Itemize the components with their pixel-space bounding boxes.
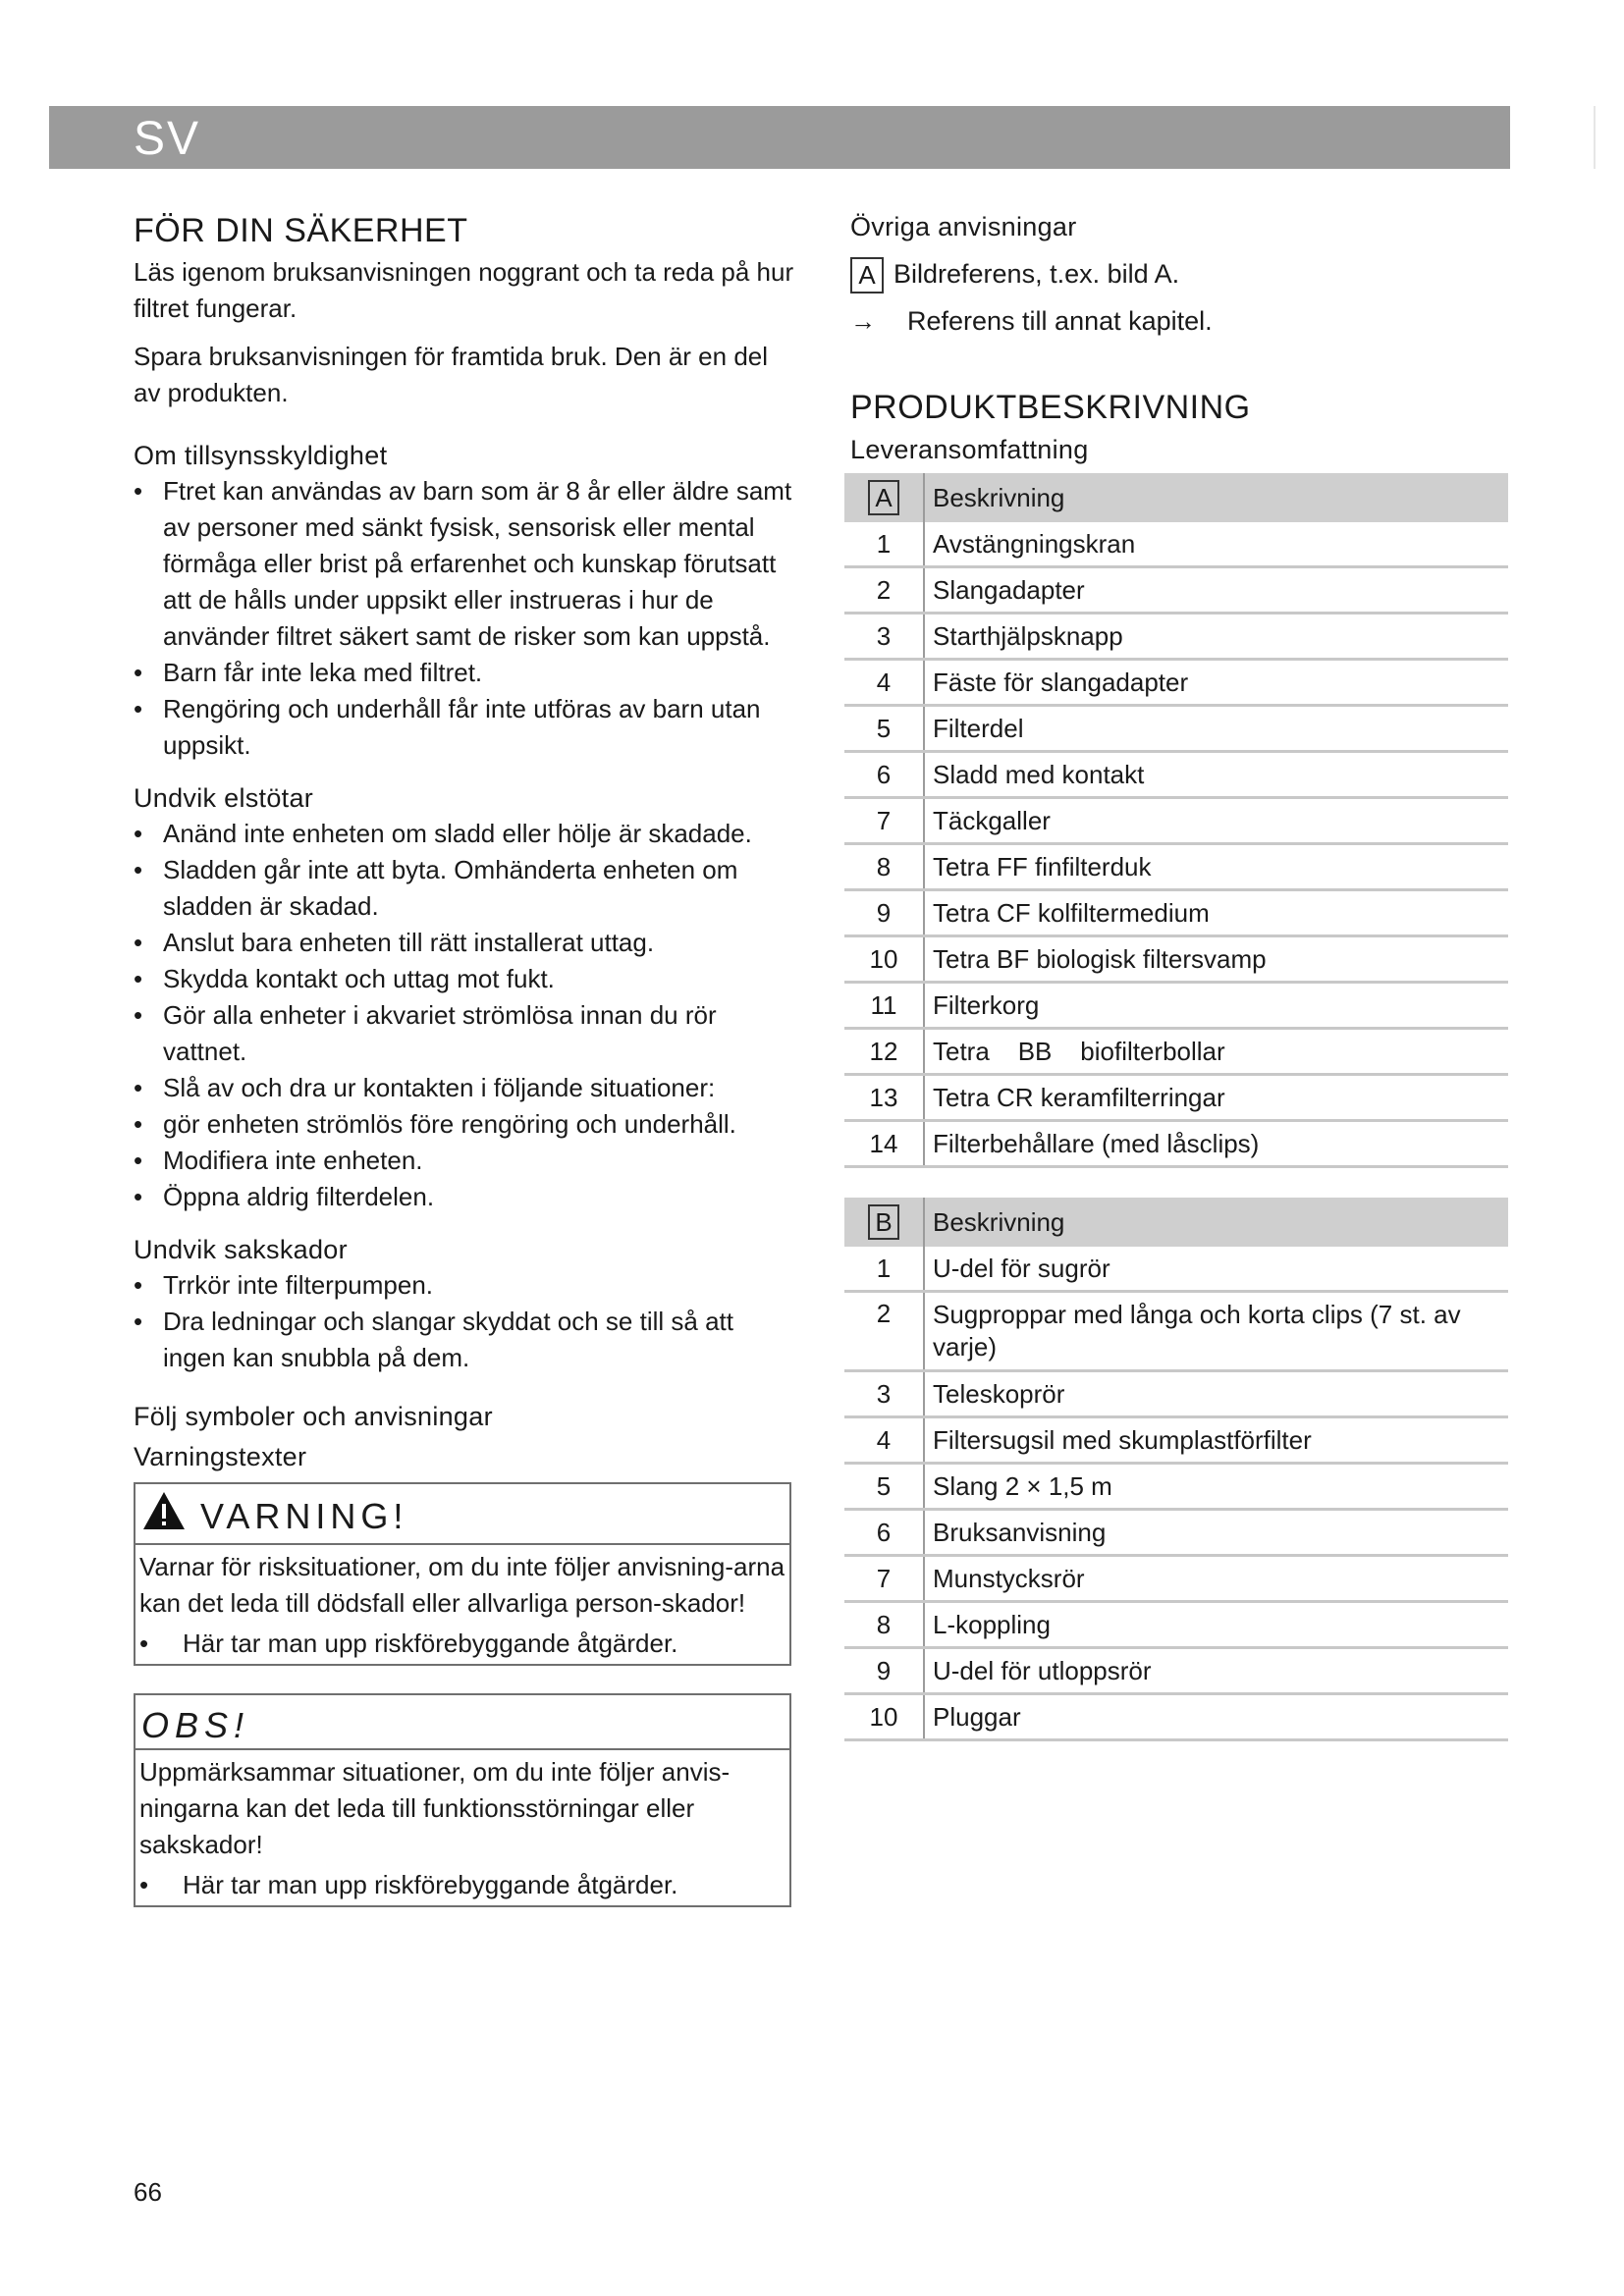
row-description: Filterbehållare (med låsclips) [924, 1121, 1508, 1167]
list-item: • Dra ledningar och slangar skyddat och se till så att ingen kan snubbla på dem. [134, 1304, 801, 1376]
list-item: • Ftret kan användas av barn som är 8 år eller äldre samt av personer med sänkt fysisk, sensorisk eller mental förmåga eller brist på erfarenhet och kunskap förutsatt att de hålls under uppsikt eller instrueras i hur de använder filtret säkert samt de risker som kan uppstå. [134, 473, 801, 655]
row-description: Fäste för slangadapter [924, 660, 1508, 706]
table-header-label: Beskrivning [924, 1198, 1508, 1247]
list-item: • Sladden går inte att byta. Omhänderta enheten om sladden är skadad. [134, 852, 801, 925]
list-item: • Anslut bara enheten till rätt installerat uttag. [134, 925, 801, 961]
row-description: Pluggar [924, 1694, 1508, 1740]
list-item: • Barn får inte leka med filtret. [134, 655, 801, 691]
row-description: Sugproppar med långa och korta clips (7 st. av varje) [924, 1292, 1508, 1371]
chapter-reference-line [850, 303, 1510, 340]
list-item: • Gör alla enheter i akvariet strömlösa innan du rör vattnet. [134, 997, 801, 1070]
safety-title: FÖR DIN SÄKERHET [134, 212, 468, 249]
table-row [844, 1371, 1508, 1417]
list-item: • gör enheten strömlös före rengöring och underhåll. [134, 1106, 801, 1143]
row-description: Filterdel [924, 706, 1508, 752]
shock-list [134, 816, 801, 1215]
table-row [844, 1292, 1508, 1371]
right-column [850, 212, 1510, 1741]
page-number: 66 [134, 2177, 162, 2207]
parts-table-a [844, 473, 1508, 1168]
image-reference-text: Bildreferens, t.ex. bild A. [893, 259, 1180, 289]
row-description: U-del för utloppsrör [924, 1648, 1508, 1694]
table-header-label: Beskrivning [924, 473, 1508, 522]
warning-triangle-icon [141, 1490, 187, 1531]
language-code: SV [134, 113, 201, 165]
damage-title: Undvik sakskador [134, 1235, 348, 1264]
row-description: Avstängningskran [924, 522, 1508, 567]
row-number: 4 [844, 660, 924, 706]
table-row [844, 1121, 1508, 1167]
damage-list [134, 1267, 801, 1376]
table-header [844, 1198, 1508, 1247]
row-number: 10 [844, 1694, 924, 1740]
table-row [844, 1464, 1508, 1510]
row-number: 5 [844, 1464, 924, 1510]
row-number: 1 [844, 522, 924, 567]
list-item: • Rengöring och underhåll får inte utföras av barn utan uppsikt. [134, 691, 801, 764]
table-header [844, 473, 1508, 522]
table-row [844, 1417, 1508, 1464]
scope-title: Leveransomfattning [850, 435, 1089, 465]
row-description: Slang 2 × 1,5 m [924, 1464, 1508, 1510]
row-description: Tetra BF biologisk filtersvamp [924, 936, 1508, 983]
row-number: 10 [844, 936, 924, 983]
warning-box [134, 1482, 791, 1666]
shock-title: Undvik elstötar [134, 783, 314, 813]
obs-text: Uppmärksammar situationer, om du inte följer anvis-ningarna kan det leda till funktionsstörningar eller sakskador! [139, 1757, 731, 1859]
row-number: 2 [844, 567, 924, 614]
row-number: 13 [844, 1075, 924, 1121]
row-number: 12 [844, 1029, 924, 1075]
arrow-right-icon: → [850, 306, 876, 337]
warning-title: VARNING! [200, 1496, 408, 1536]
warning-text: Varnar för risksituationer, om du inte följer anvisning-arna kan det leda till dödsfall eller allvarliga person-skador! [139, 1552, 785, 1618]
intro-paragraph-1: Läs igenom bruksanvisningen noggrant och ta reda på hur filtret fungerar. [134, 257, 794, 323]
supervision-title: Om tillsynsskyldighet [134, 441, 388, 470]
row-number: 6 [844, 1510, 924, 1556]
row-description: Teleskoprör [924, 1371, 1508, 1417]
list-item: • Öppna aldrig filterdelen. [134, 1179, 801, 1215]
row-number: 7 [844, 1556, 924, 1602]
row-number: 5 [844, 706, 924, 752]
table-row [844, 1075, 1508, 1121]
row-number: 8 [844, 844, 924, 890]
row-description: U-del för sugrör [924, 1247, 1508, 1292]
table-row [844, 567, 1508, 614]
row-description: Tetra CR keramfilterringar [924, 1075, 1508, 1121]
obs-bullet: • Här tar man upp riskförebyggande åtgärder. [139, 1867, 785, 1903]
row-description: L-koppling [924, 1602, 1508, 1648]
row-description: Bruksanvisning [924, 1510, 1508, 1556]
table-row [844, 844, 1508, 890]
table-row [844, 752, 1508, 798]
row-number: 8 [844, 1602, 924, 1648]
warning-bullet: • Här tar man upp riskförebyggande åtgärder. [139, 1626, 785, 1662]
symbols-title: Följ symboler och anvisningar [134, 1402, 493, 1431]
row-number: 6 [844, 752, 924, 798]
list-item: • Trrkör inte filterpumpen. [134, 1267, 801, 1304]
table-row [844, 890, 1508, 936]
table-row [844, 1510, 1508, 1556]
row-number: 3 [844, 1371, 924, 1417]
row-description: Tetra FF finfilterduk [924, 844, 1508, 890]
row-number: 1 [844, 1247, 924, 1292]
intro-paragraph-2: Spara bruksanvisningen för framtida bruk. Den är en del av produkten. [134, 342, 769, 407]
row-description: Filterkorg [924, 983, 1508, 1029]
table-row [844, 1648, 1508, 1694]
language-bar [49, 106, 1510, 169]
left-column [134, 212, 801, 1907]
row-number: 7 [844, 798, 924, 844]
row-description: Sladd med kontakt [924, 752, 1508, 798]
obs-box [134, 1693, 791, 1907]
obs-box-header [135, 1695, 789, 1750]
row-description: Täckgaller [924, 798, 1508, 844]
warnings-title: Varningstexter [134, 1442, 307, 1471]
row-description: Tetra BB biofilterbollar [924, 1029, 1508, 1075]
product-description-title: PRODUKTBESKRIVNING [850, 389, 1251, 427]
row-number: 2 [844, 1292, 924, 1371]
row-description: Starthjälpsknapp [924, 614, 1508, 660]
list-item: • Modifiera inte enheten. [134, 1143, 801, 1179]
row-number: 9 [844, 1648, 924, 1694]
table-row [844, 1029, 1508, 1075]
list-item: • Anänd inte enheten om sladd eller hölje är skadade. [134, 816, 801, 852]
row-description: Tetra CF kolfiltermedium [924, 890, 1508, 936]
row-description: Munstycksrör [924, 1556, 1508, 1602]
table-row [844, 1247, 1508, 1292]
table-letter-b: B [868, 1204, 899, 1240]
supervision-list [134, 473, 801, 764]
parts-table-b [844, 1198, 1508, 1741]
table-row [844, 936, 1508, 983]
other-instructions-title: Övriga anvisningar [850, 212, 1077, 241]
list-item: • Skydda kontakt och uttag mot fukt. [134, 961, 801, 997]
table-row [844, 522, 1508, 567]
warning-box-header [135, 1484, 789, 1545]
row-description: Slangadapter [924, 567, 1508, 614]
table-row [844, 1556, 1508, 1602]
row-number: 4 [844, 1417, 924, 1464]
table-row [844, 983, 1508, 1029]
image-reference-line [850, 256, 1510, 294]
row-description: Filtersugsil med skumplastförfilter [924, 1417, 1508, 1464]
table-row [844, 1694, 1508, 1740]
ref-letter-box: A [850, 257, 884, 294]
table-row [844, 660, 1508, 706]
table-row [844, 1602, 1508, 1648]
table-letter-a: A [868, 480, 899, 515]
row-number: 3 [844, 614, 924, 660]
row-number: 11 [844, 983, 924, 1029]
obs-title: OBS! [141, 1705, 250, 1745]
table-row [844, 706, 1508, 752]
row-number: 9 [844, 890, 924, 936]
chapter-reference-text: Referens till annat kapitel. [907, 306, 1213, 337]
row-number: 14 [844, 1121, 924, 1167]
page-edge-mark [1594, 106, 1596, 169]
table-row [844, 614, 1508, 660]
list-item: • Slå av och dra ur kontakten i följande situationer: [134, 1070, 801, 1106]
table-row [844, 798, 1508, 844]
